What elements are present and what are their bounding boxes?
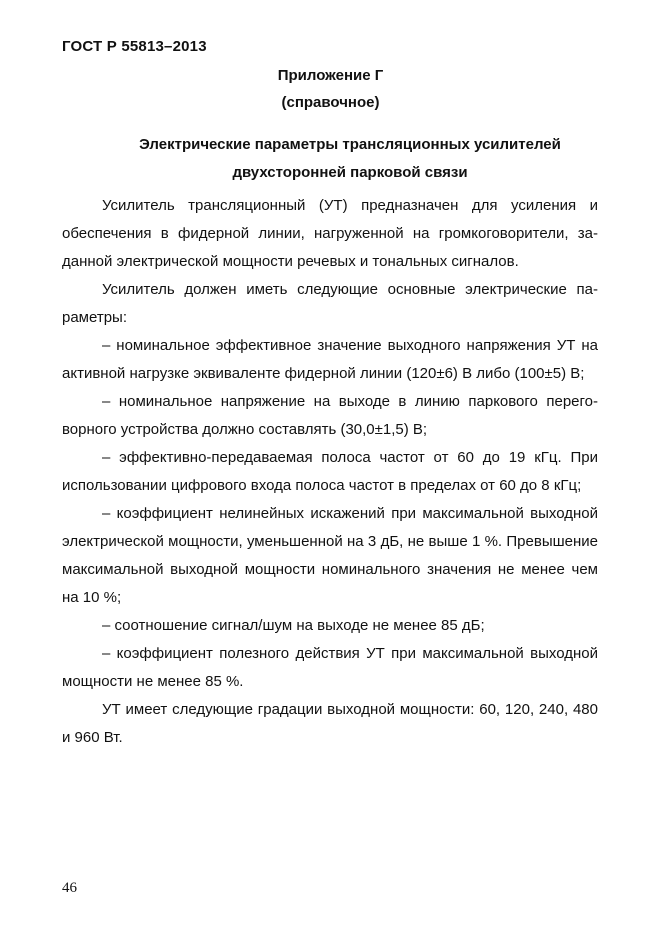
paragraph-parameters-lead: Усилитель должен иметь следующие основные электрические параметры: bbox=[62, 281, 598, 326]
body-text bbox=[62, 192, 598, 752]
list-item-output-voltage: – номинальное эффективное значение выходного напряжения УТ на активной нагрузке эквиваленте фидерной линии (120±6) В либо (100±5) В; bbox=[62, 337, 598, 382]
page-number: 46 bbox=[62, 880, 77, 896]
list-item-efficiency: – коэффициент полезного действия УТ при максимальной выходной мощности не менее 85 %. bbox=[62, 645, 598, 690]
annex-title: Приложение Г bbox=[277, 67, 384, 84]
list-item-park-line-voltage: – номинальное напряжение на выходе в линию паркового переговорного устройства должно составлять (30,0±1,5) В; bbox=[62, 393, 598, 438]
list-item-signal-noise: – соотношение сигнал/шум на выходе не менее 85 дБ; bbox=[102, 617, 485, 634]
paragraph-power-grades: УТ имеет следующие градации выходной мощности: 60, 120, 240, 480 и 960 Вт. bbox=[62, 701, 598, 746]
paragraph-intro: Усилитель трансляционный (УТ) предназначен для усиления и обеспечения в фидерной линии, нагруженной на громкоговорители, заданной электрической мощности речевых и тональных сигналов. bbox=[62, 197, 598, 270]
document-code: ГОСТ Р 55813–2013 bbox=[62, 38, 207, 55]
annex-note: (справочное) bbox=[281, 94, 380, 111]
list-item-frequency-band: – эффективно-передаваемая полоса частот от 60 до 19 кГц. При использовании цифрового входа полоса частот в пределах от 60 до 8 кГц; bbox=[62, 449, 598, 494]
section-title bbox=[100, 131, 600, 187]
section-title-line-1: Электрические параметры трансляционных усилителей bbox=[139, 136, 561, 153]
list-item-distortion: – коэффициент нелинейных искажений при максимальной выходной электрической мощности, уменьшенной на 3 дБ, не выше 1 %. Превышение максимальной выходной мощности номинального значения не менее чем на 10 %; bbox=[62, 505, 598, 606]
section-title-line-2: двухсторонней парковой связи bbox=[232, 164, 468, 181]
